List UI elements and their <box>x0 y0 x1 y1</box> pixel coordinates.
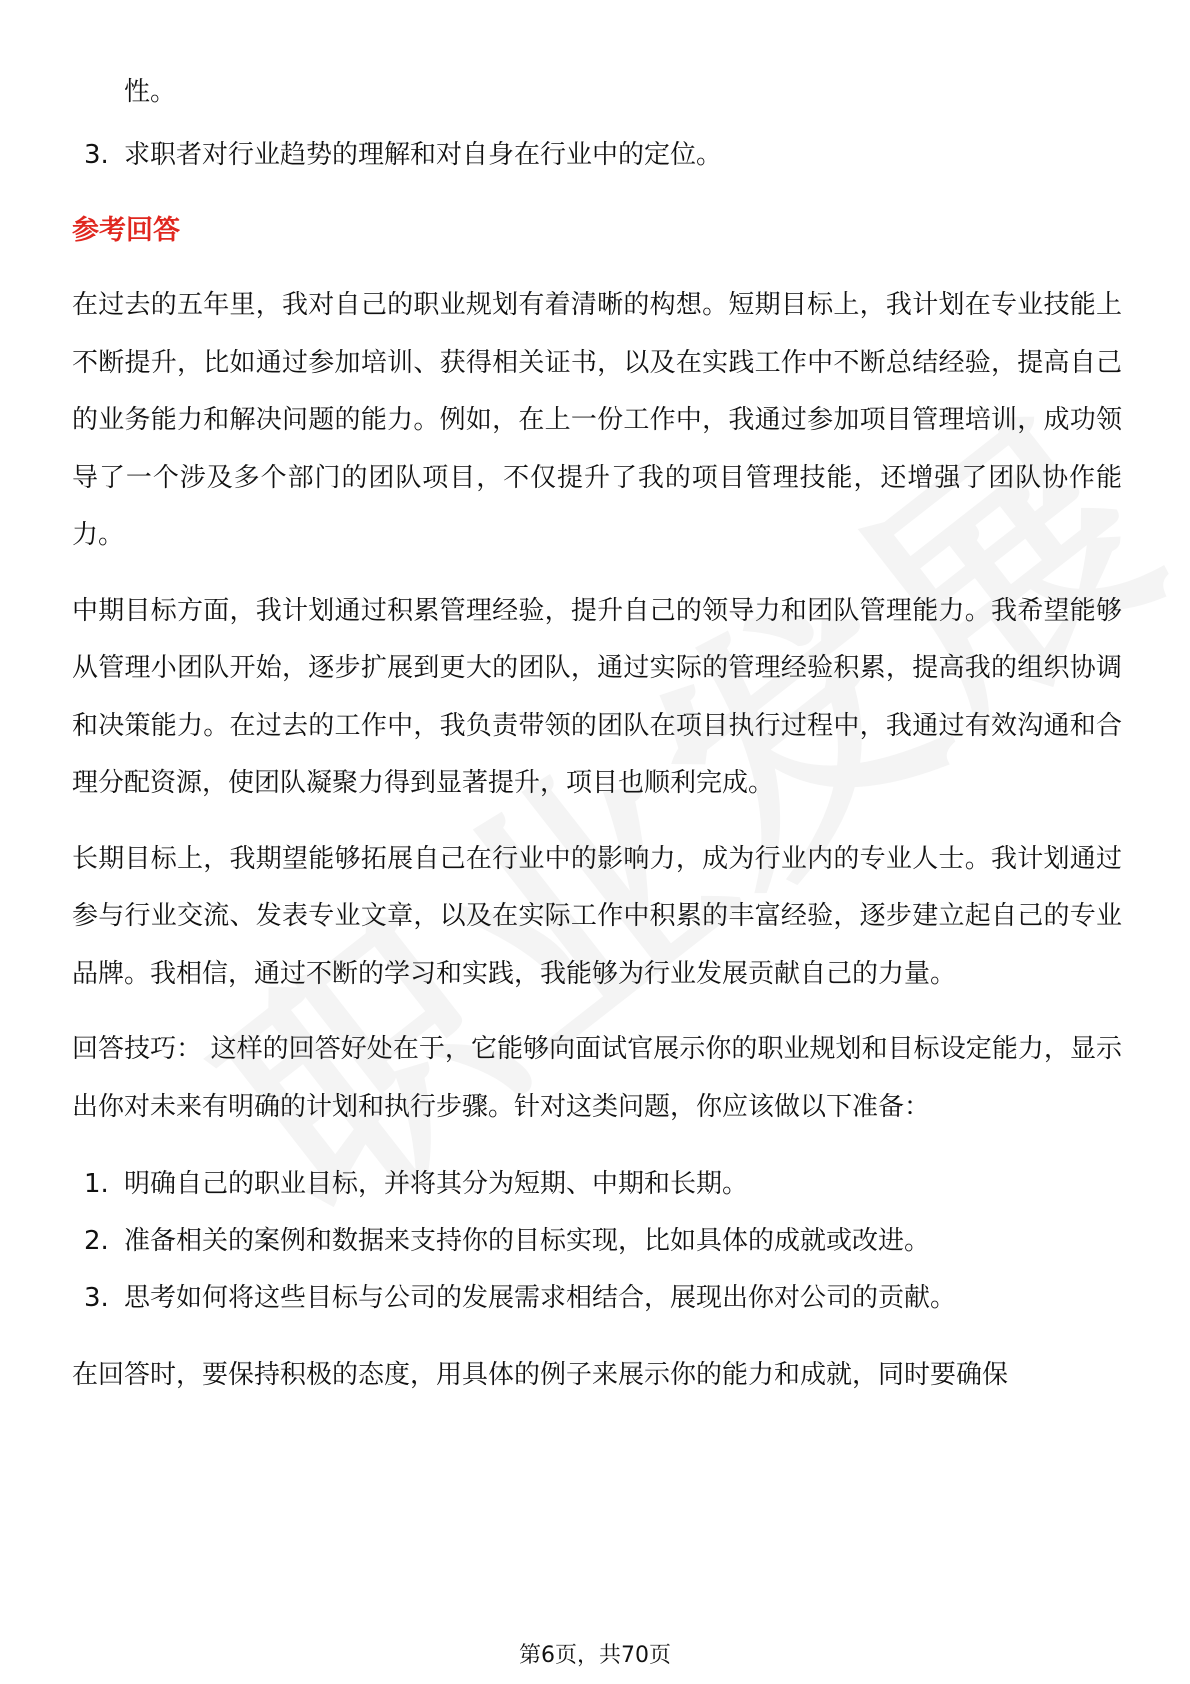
list-number: 1. <box>84 1169 109 1199</box>
tips-list <box>72 1156 1122 1327</box>
continuation-text: 性。 <box>124 77 177 107</box>
tips-paragraph: 回答技巧： 这样的回答好处在于，它能够向面试官展示你的职业规划和目标设定能力，显示出你对未来有明确的计划和执行步骤。针对这类问题，你应该做以下准备： <box>72 1034 1122 1122</box>
list-number: 2. <box>84 1226 109 1256</box>
section-heading: 参考回答 <box>72 215 180 246</box>
list-text: 准备相关的案例和数据来支持你的目标实现，比如具体的成就或改进。 <box>124 1226 931 1256</box>
list-item <box>72 1213 1122 1270</box>
answer-paragraph-3: 长期目标上，我期望能够拓展自己在行业中的影响力，成为行业内的专业人士。我计划通过参与行业交流、发表专业文章，以及在实际工作中积累的丰富经验，逐步建立起自己的专业品牌。我相信，通过不断的学习和实践，我能够为行业发展贡献自己的力量。 <box>72 843 1122 989</box>
document-body <box>72 70 1122 1405</box>
list-text: 求职者对行业趋势的理解和对自身在行业中的定位。 <box>124 140 723 170</box>
list-number: 3. <box>84 1283 109 1313</box>
list-number: 3. <box>84 140 109 170</box>
list-text: 明确自己的职业目标，并将其分为短期、中期和长期。 <box>124 1169 749 1199</box>
criteria-list <box>72 127 1122 184</box>
page-number: 第6页，共70页 <box>519 1643 671 1668</box>
answer-paragraph-1: 在过去的五年里，我对自己的职业规划有着清晰的构想。短期目标上，我计划在专业技能上不断提升，比如通过参加培训、获得相关证书，以及在实践工作中不断总结经验，提高自己的业务能力和解决问题的能力。例如，在上一份工作中，我通过参加项目管理培训，成功领导了一个涉及多个部门的团队项目，不仅提升了我的项目管理技能，还增强了团队协作能力。 <box>72 290 1122 550</box>
list-text: 思考如何将这些目标与公司的发展需求相结合，展现出你对公司的贡献。 <box>124 1283 957 1313</box>
list-item <box>72 1270 1122 1327</box>
closing-paragraph: 在回答时，要保持积极的态度，用具体的例子来展示你的能力和成就，同时要确保 <box>72 1360 1009 1390</box>
answer-paragraph-2: 中期目标方面，我计划通过积累管理经验，提升自己的领导力和团队管理能力。我希望能够从管理小团队开始，逐步扩展到更大的团队，通过实际的管理经验积累，提高我的组织协调和决策能力。在过去的工作中，我负责带领的团队在项目执行过程中，我通过有效沟通和合理分配资源，使团队凝聚力得到显著提升，项目也顺利完成。 <box>72 595 1122 798</box>
list-item <box>72 127 1122 184</box>
list-item <box>72 1156 1122 1213</box>
